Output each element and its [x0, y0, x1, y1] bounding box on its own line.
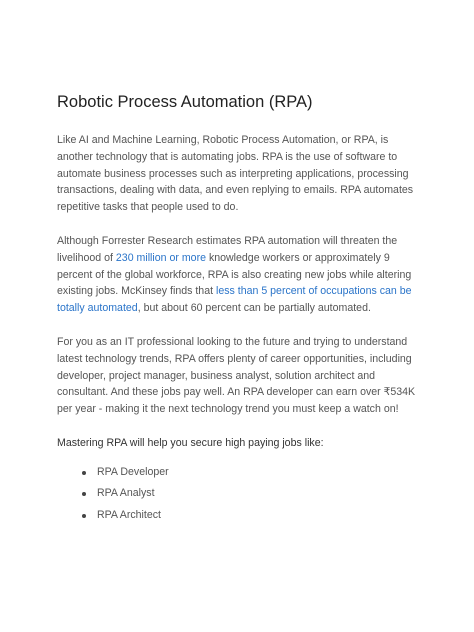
list-item-label: RPA Architect — [97, 508, 161, 521]
paragraph-intro: Like AI and Machine Learning, Robotic Process Automation, or RPA, is another technology that is automating jobs. RPA is the use of software to automate business processes such as interpreting applications, processing transactions, dealing with data, and even replying to emails. RPA automates repetitive tasks that people used to do. — [57, 134, 414, 214]
list-item — [80, 505, 424, 527]
paragraph-forrester-text-2: knowledge workers or approximately 9 percent of the global workforce, RPA is also creating new jobs while altering existing jobs. McKinsey finds that — [57, 251, 412, 298]
bullet-icon — [82, 471, 86, 475]
link-230-million[interactable]: 230 million or more — [115, 251, 206, 264]
paragraph-forrester — [57, 233, 424, 317]
list-item — [80, 483, 424, 505]
document-title: Robotic Process Automation (RPA) — [57, 93, 313, 111]
list-item-label: RPA Developer — [97, 465, 169, 478]
bullet-icon — [82, 514, 86, 518]
paragraph-forrester-text-3: , but about 60 percent can be partially automated. — [137, 302, 371, 315]
link-less-than-5-percent[interactable]: less than 5 percent of occupations can be totally automated — [57, 285, 412, 315]
paragraph-forrester-text-1: Although Forrester Research estimates RPA automation will threaten the livelihood of — [57, 234, 398, 264]
list-item-label: RPA Analyst — [97, 487, 155, 500]
list-item — [80, 462, 424, 484]
jobs-list — [57, 462, 424, 527]
paragraph-career: For you as an IT professional looking to the future and trying to understand latest technology trends, RPA offers plenty of career opportunities, including developer, project manager, business analyst, solution architect and consultant. And these jobs pay well. An RPA developer can earn over ₹534K per year - making it the next technology trend you must keep a watch on! — [57, 335, 416, 416]
paragraph-jobs-intro: Mastering RPA will help you secure high paying jobs like: — [57, 436, 324, 449]
bullet-icon — [82, 492, 86, 496]
